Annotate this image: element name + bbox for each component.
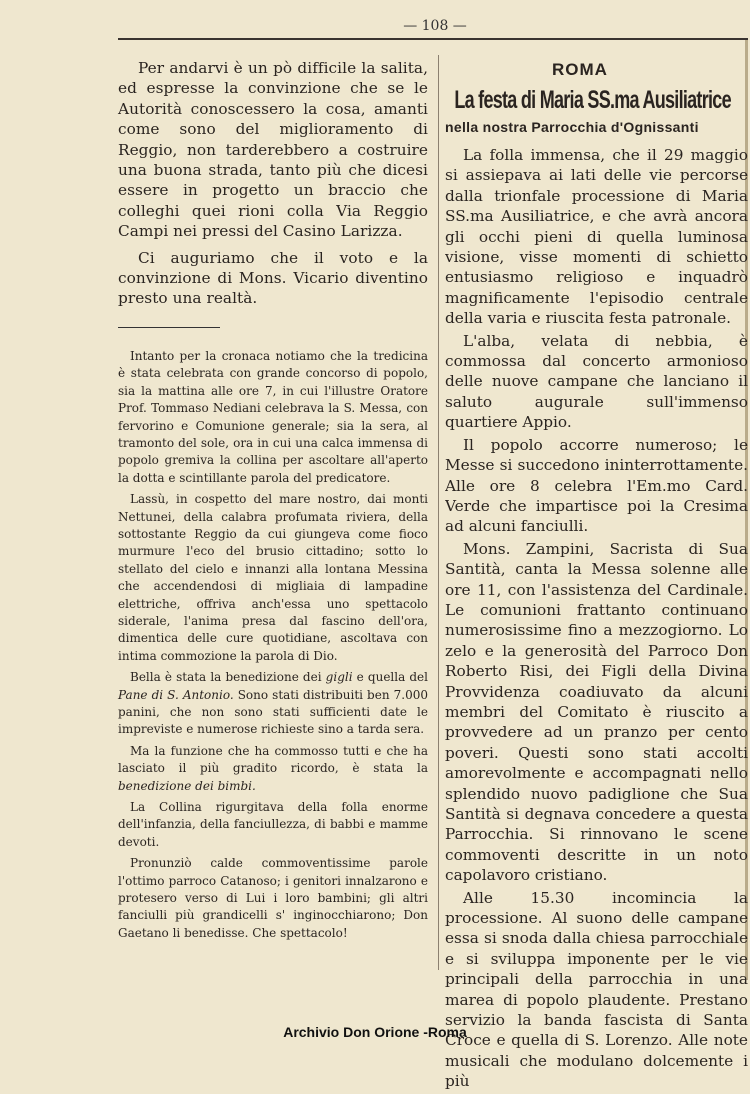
section-separator [118, 327, 220, 328]
column-divider [438, 55, 439, 970]
section-label: ROMA [552, 60, 608, 79]
text-run: Bella è stata la benedizione dei [130, 670, 326, 685]
paragraph: Intanto per la cronaca notiamo che la tredicina è stata celebrata con grande concorso di popolo, sia la mattina alle ore 7, in cui l'illustre Oratore Prof. Tommaso Nediani celebrava la S. Messa, con fervorino e Comunione generale; sia la sera, al tramonto del sole, ora in cui una calca immensa di popolo gremiva la collina per ascoltare all'aperto la dotta e scintillante parola del predicatore. [118, 348, 428, 485]
text-run: Sono stati distribuiti ben 7.000 panini, che non sono stati sufficienti date le impreviste e numerose richieste sino a tarda sera. [118, 687, 428, 737]
paragraph: La Collina rigurgitava della folla enorme dell'infanzia, della fanciullezza, di babbi e mamme devoti. [118, 800, 428, 849]
text-run: Ma la funzione che ha commosso tutti e che ha lasciato il più gradito ricordo, è stata la [118, 743, 428, 776]
paragraph: Per andarvi è un pò difficile la salita, ed espresse la convinzione che se le Autorità conoscessero la cosa, amanti come sono del miglioramento di Reggio, non tarderebbero a costruire una buona strada, tanto più che dicesi essere in progetto un braccio che colleghi quei rioni colla Via Reggio Campi nei pressi del Casino Larizza. [118, 59, 428, 241]
paragraph [118, 743, 428, 795]
paragraph: La folla immensa, che il 29 maggio si assiepava ai lati delle vie percorse dalla trionfale processione di Maria SS.ma Ausiliatrice, e che avrà ancora gli occhi pieni di quella luminosa visione, visse momenti di schietto entusiasmo religioso e inquadrò magnificamente l'episodio centrale della varia e riuscita festa patronale. [445, 146, 748, 328]
right-column [445, 58, 748, 1094]
left-column [118, 58, 428, 946]
italic-text: gigli [325, 670, 353, 685]
paragraph: Mons. Zampini, Sacrista di Sua Santità, canta la Messa solenne alle ore 11, con l'assistenza del Cardinale. Le comunioni frattanto continuano numerosissime fino a mezzogiorno. Lo zelo e la generosità del Parroco Don Roberto Risi, dei Figli della Divina Provvidenza coadiuvato da alcuni membri del Comitato è riuscito a provvedere ad un pranzo per cento poveri. Questi sono stati accolti amorevolmente e accompagnati nello splendido nuovo padiglione che Sua Santità si degnava concedere a questa Parrocchia. Si rinnovano le scene commoventi descritte in un noto capolavoro cristiano. [445, 539, 748, 885]
header-rule [118, 38, 748, 40]
paragraph: Il popolo accorre numeroso; le Messe si succedono ininterrottamente. Alle ore 8 celebra l'Em.mo Card. Verde che impartisce poi la Cresima ad alcuni fanciulli. [445, 435, 748, 536]
paragraph: Pronunziò calde commoventissime parole l'ottimo parroco Catanoso; i genitori innalzarono e protesero verso di Lui i loro bambini; gli altri fanciulli più grandicelli s' inginocchiarono; Don Gaetano li benedisse. Che spettacolo! [118, 856, 428, 940]
archive-footer: Archivio Don Orione -Roma [283, 1024, 467, 1040]
paragraph: Lassù, in cospetto del mare nostro, dai monti Nettunei, della calabra profumata riviera, della sottostante Reggio da cui giungeva come fioco murmure l'eco del brusio cittadino; sotto lo stellato del cielo e innanzi alla lontana Messina che accendendosi di migliaia di lampadine elettriche, offriva anch'essa uno spettacolo siderale, l'anima presa dal fascino dell'ora, dimentica delle cure quotidiane, ascoltava con intima commozione la parola di Dio. [118, 492, 428, 663]
chronicle-notes [118, 348, 428, 942]
paragraph [118, 669, 428, 739]
paragraph: Ci auguriamo che il voto e la convinzione di Mons. Vicario diventino presto una realtà. [118, 248, 428, 308]
italic-text: Pane di S. Antonio. [118, 687, 234, 702]
paragraph: L'alba, velata di nebbia, è commossa dal concerto armonioso delle nuove campane che lanciano il saluto augurale sull'immenso quartiere Appio. [445, 331, 748, 432]
italic-text: benedizione dei bimbi. [118, 778, 256, 793]
article-subheadline: nella nostra Parrocchia d'Ognissanti [445, 119, 699, 135]
page-number: — 108 — [403, 18, 467, 34]
article-headline: La festa di Maria SS.ma Ausiliatrice [454, 86, 731, 114]
text-run: e quella del [352, 670, 428, 685]
paragraph: Alle 15.30 incomincia la processione. Al suono delle campane essa si snoda dalla chiesa parrocchiale e si sviluppa imponente per le vie principali della parrocchia in una marea di popolo plaudente. Prestano servizio la banda fascista di Santa Croce e quella di S. Lorenzo. Alle note musicali che modulano dolcemente i più [445, 888, 748, 1091]
